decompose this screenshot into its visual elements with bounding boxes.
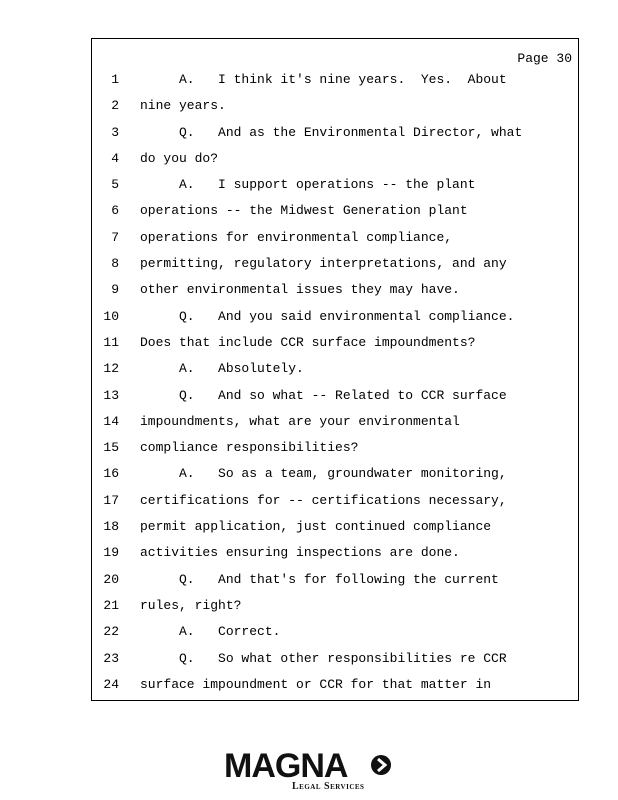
line-number: 4 (111, 150, 119, 166)
transcript-lines (92, 67, 578, 698)
line-text: activities ensuring inspections are done. (140, 545, 460, 561)
transcript-line (92, 146, 578, 172)
line-text: certifications for -- certifications necessary, (140, 492, 507, 508)
line-number: 16 (103, 466, 119, 482)
transcript-line (92, 409, 578, 435)
line-number: 22 (103, 624, 119, 640)
line-text: surface impoundment or CCR for that matter in (140, 676, 492, 692)
line-number: 23 (103, 650, 119, 666)
line-text: permitting, regulatory interpretations, and any (140, 256, 507, 272)
line-number: 6 (111, 203, 119, 219)
arrow-circle-icon (370, 754, 392, 776)
line-number: 10 (103, 308, 119, 324)
transcript-line (92, 277, 578, 303)
line-number: 5 (111, 177, 119, 193)
line-number: 21 (103, 597, 119, 613)
transcript-line (92, 383, 578, 409)
line-text: Does that include CCR surface impoundments? (140, 334, 476, 350)
transcript-line (92, 120, 578, 146)
transcript-line (92, 172, 578, 198)
line-number: 2 (111, 98, 119, 114)
line-text: A. Correct. (140, 624, 281, 640)
page-number: Page 30 (517, 51, 572, 66)
line-number: 1 (111, 72, 119, 87)
line-text: nine years. (140, 98, 226, 114)
line-text: operations -- the Midwest Generation plant (140, 203, 468, 219)
line-number: 9 (111, 282, 119, 298)
transcript-line (92, 330, 578, 356)
transcript-line (92, 567, 578, 593)
transcript-line (92, 435, 578, 461)
transcript-line (92, 593, 578, 619)
line-text: permit application, just continued compliance (140, 519, 492, 535)
line-text: A. I support operations -- the plant (140, 177, 476, 193)
transcript-line (92, 619, 578, 645)
line-text: A. Absolutely. (140, 361, 304, 377)
transcript-line (92, 225, 578, 251)
line-number: 13 (103, 387, 119, 403)
line-text: rules, right? (140, 597, 242, 613)
line-text: A. I think it's nine years. Yes. About (140, 72, 507, 87)
transcript-line (92, 198, 578, 224)
line-number: 12 (103, 361, 119, 377)
transcript-line (92, 540, 578, 566)
line-number: 7 (111, 229, 119, 245)
line-number: 14 (103, 413, 119, 429)
line-text: A. So as a team, groundwater monitoring, (140, 466, 507, 482)
transcript-line (92, 356, 578, 382)
line-number: 15 (103, 440, 119, 456)
line-number: 8 (111, 256, 119, 272)
line-text: compliance responsibilities? (140, 440, 359, 456)
transcript-line (92, 646, 578, 672)
logo-subtitle: Legal Services (292, 781, 365, 792)
line-number: 18 (103, 519, 119, 535)
line-text: impoundments, what are your environmental (140, 413, 460, 429)
line-number: 17 (103, 492, 119, 508)
transcript-line (92, 93, 578, 119)
line-text: operations for environmental compliance, (140, 229, 453, 245)
transcript-page (91, 38, 579, 701)
transcript-line (92, 461, 578, 487)
line-number: 19 (103, 545, 119, 561)
line-text: Q. And that's for following the current (140, 571, 499, 587)
line-number: 11 (103, 334, 119, 350)
line-text: do you do? (140, 150, 219, 166)
line-text: Q. And as the Environmental Director, what (140, 124, 523, 140)
line-number: 24 (103, 676, 119, 692)
line-number: 20 (103, 571, 119, 587)
logo-wordmark: MAGNA (224, 747, 348, 785)
line-number: 3 (111, 124, 119, 140)
line-text: Q. So what other responsibilities re CCR (140, 650, 507, 666)
transcript-line (92, 251, 578, 277)
transcript-line (92, 304, 578, 330)
transcript-line (92, 488, 578, 514)
magna-logo (224, 748, 404, 796)
line-text: Q. And you said environmental compliance. (140, 308, 515, 324)
transcript-line (92, 67, 578, 93)
line-text: Q. And so what -- Related to CCR surface (140, 387, 507, 403)
transcript-line (92, 672, 578, 698)
transcript-line (92, 514, 578, 540)
line-text: other environmental issues they may have. (140, 282, 460, 298)
